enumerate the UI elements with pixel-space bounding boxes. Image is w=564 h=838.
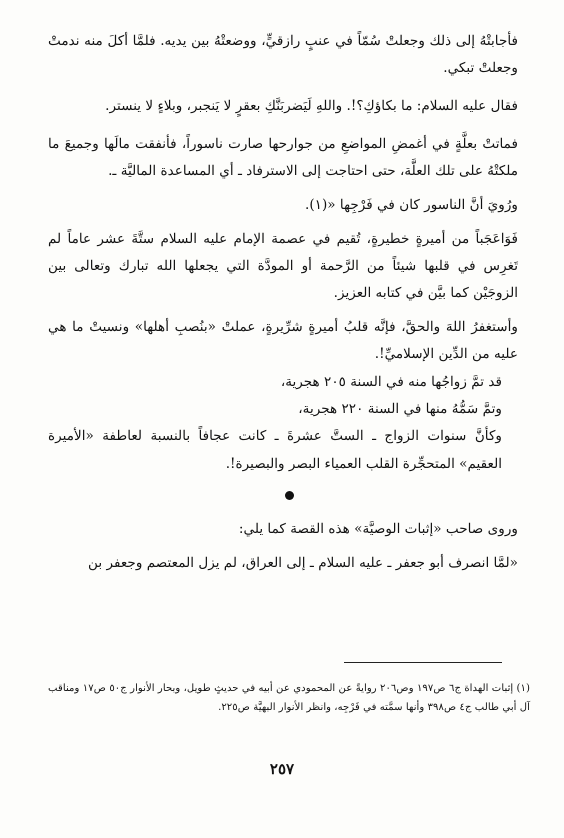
paragraph: فأجابتْهُ إلى ذلك وجعلتْ سُمّاً في عنبٍ رازقيٍّ، ووضعتْهُ بين يديه. فلمَّا أكلَ منه ندمتْ وجعلتْ تبكي.	[48, 33, 518, 77]
section-separator	[48, 478, 530, 516]
paragraph: فقال عليه السلام: ما بكاؤكِ؟!. واللهِ لَيَضربَنَّكِ بعقرٍ لا يَنجبر، وبلاءٍ لا ينستر.	[105, 98, 518, 115]
footnote-divider	[344, 662, 502, 663]
list-item: وتمَّ سَمُّهُ منها في السنة ٢٢٠ هجرية،	[298, 401, 502, 418]
list-item: قد تمَّ زواجُها منه في السنة ٢٠٥ هجرية،	[280, 373, 502, 390]
paragraph: «لمَّا انصرف أبو جعفر ـ عليه السلام ـ إلى العراق، لم يزل المعتصم وجعفر بن	[88, 554, 518, 571]
list-item: وكأنَّ سنوات الزواج ـ الستَّ عشرةَ ـ كانت عجافاً بالنسبة لعاطفة «الأميرة العقيم» المتحجِّرة القلب العمياء البصر والبصيرة!.	[48, 428, 502, 472]
paragraph: وروى صاحب «إثبات الوصيَّة» هذه القصة كما يلي:	[238, 520, 518, 537]
footnote: (١) إثبات الهداة ج٦ ص١٩٧ وص٢٠٦ روايةً عن المحمودي عن أبيه في حديثٍ طويل، وبحار الأنوار ج٥٠ ص١٧ ومناقب آل أبي طالب ج٤ ص٣٩٨ وأنها سمَّته في فَرْجِه، وانظر الأنوار البهيَّة ص٢٢٥.	[48, 683, 530, 713]
paragraph: فَوَاعَجَباً من أميرةٍ خطيرةٍ، تُقيم في عصمة الإمام عليه السلام ستَّةَ عشر عاماً لم تَغرِس في قلبها شيئاً من الرَّحمة أو المودَّة التي يجعلها الله تبارك وتعالى بين الزوجَيْن كما بيَّن في كتابه العزيز.	[48, 230, 518, 302]
footnotes	[48, 680, 530, 718]
paragraph: فماتتْ بعلَّةٍ في أغمضِ المواضعِ من جوارحها صارت ناسوراً، فأنفقت مالَها وجميعَ ما ملكتْهُ على تلك العلَّة، حتى احتاجت إلى الاسترفاد ـ أي المساعدة الماليَّة ـ.	[48, 135, 518, 180]
bullet-dot-icon	[285, 491, 294, 500]
page-number: ٢٥٧	[269, 760, 295, 778]
paragraph: وأستغفرُ اللهَ والحقَّ، فإنَّه قلبُ أميرةٍ شرِّيرةٍ، عملتْ «بنُصبِ أهلها» ونسيتْ ما هي عليه من الدِّين الإسلاميِّ!.	[48, 319, 518, 363]
main-text	[48, 28, 530, 577]
paragraph: ورُويَ أنَّ الناسور كان في فَرْجِها «(١).	[305, 196, 518, 213]
